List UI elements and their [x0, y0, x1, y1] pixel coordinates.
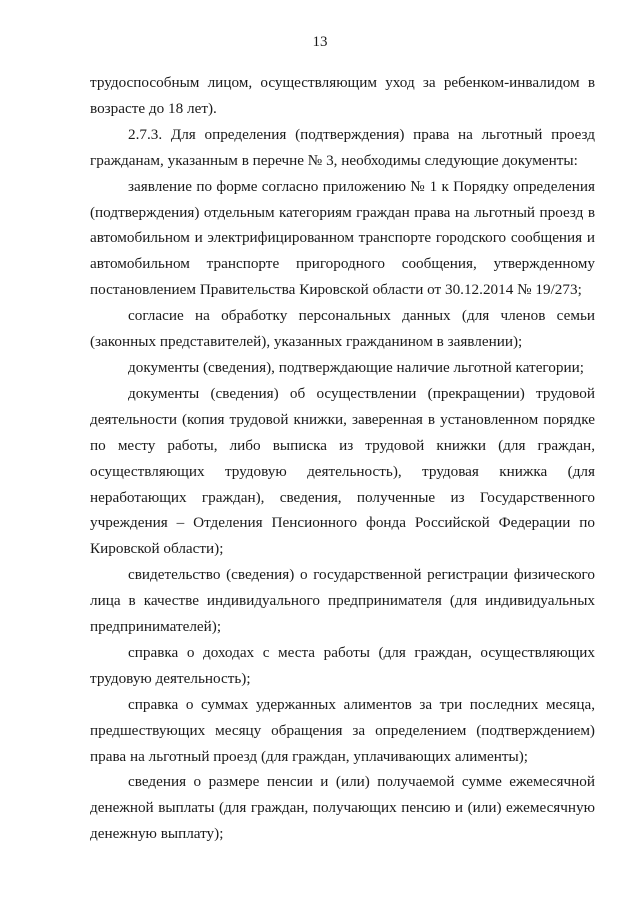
paragraph-personal-data-consent: согласие на обработку персональных данных (для членов семьи (законных представителей), указанных гражданином в заявлении); — [90, 307, 595, 351]
paragraph-section-2-7-3: 2.7.3. Для определения (подтверждения) права на льготный проезд гражданам, указанным в перечне № 3, необходимы следующие документы: — [90, 125, 595, 169]
document-body — [90, 70, 595, 847]
paragraph-pension-information: сведения о размере пенсии и (или) получаемой сумме ежемесячной денежной выплаты (для граждан, получающих пенсию и (или) ежемесячную денежную выплату); — [90, 773, 595, 843]
paragraph-continuation: трудоспособным лицом, осуществляющим уход за ребенком-инвалидом в возрасте до 18 лет). — [90, 74, 595, 117]
paragraph-application-form: заявление по форме согласно приложению № 1 к Порядку определения (подтверждения) отдельным категориям граждан права на льготный проезд в автомобильном и электрифицированном транспорте городского сообщения и автомобильном транспорте пригородного сообщения, утвержденному постановлением Правительства Кировской области от 30.12.2014 № 19/273; — [90, 177, 595, 299]
paragraph-employment-documents: документы (сведения) об осуществлении (прекращении) трудовой деятельности (копия трудовой книжки, заверенная в установленном порядке по месту работы, либо выписка из трудовой книжки (для граждан, осуществляющих трудовую деятельность), трудовая книжка (для неработающих граждан), сведения, полученные из Государственного учреждения – Отделения Пенсионного фонда Российской Федерации по Кировской области); — [90, 384, 595, 558]
paragraph-alimony-certificate: справка о суммах удержанных алиментов за три последних месяца, предшествующих месяцу обращения за определением (подтверждением) права на льготный проезд (для граждан, уплачивающих алименты); — [90, 695, 595, 765]
paragraph-income-certificate: справка о доходах с места работы (для граждан, осуществляющих трудовую деятельность); — [90, 643, 595, 687]
paragraph-benefit-category-documents: документы (сведения), подтверждающие наличие льготной категории; — [128, 358, 584, 376]
page-number: 13 — [312, 34, 328, 50]
paragraph-entrepreneur-registration: свидетельство (сведения) о государственной регистрации физического лица в качестве индивидуального предпринимателя (для индивидуальных предпринимателей); — [90, 566, 595, 636]
